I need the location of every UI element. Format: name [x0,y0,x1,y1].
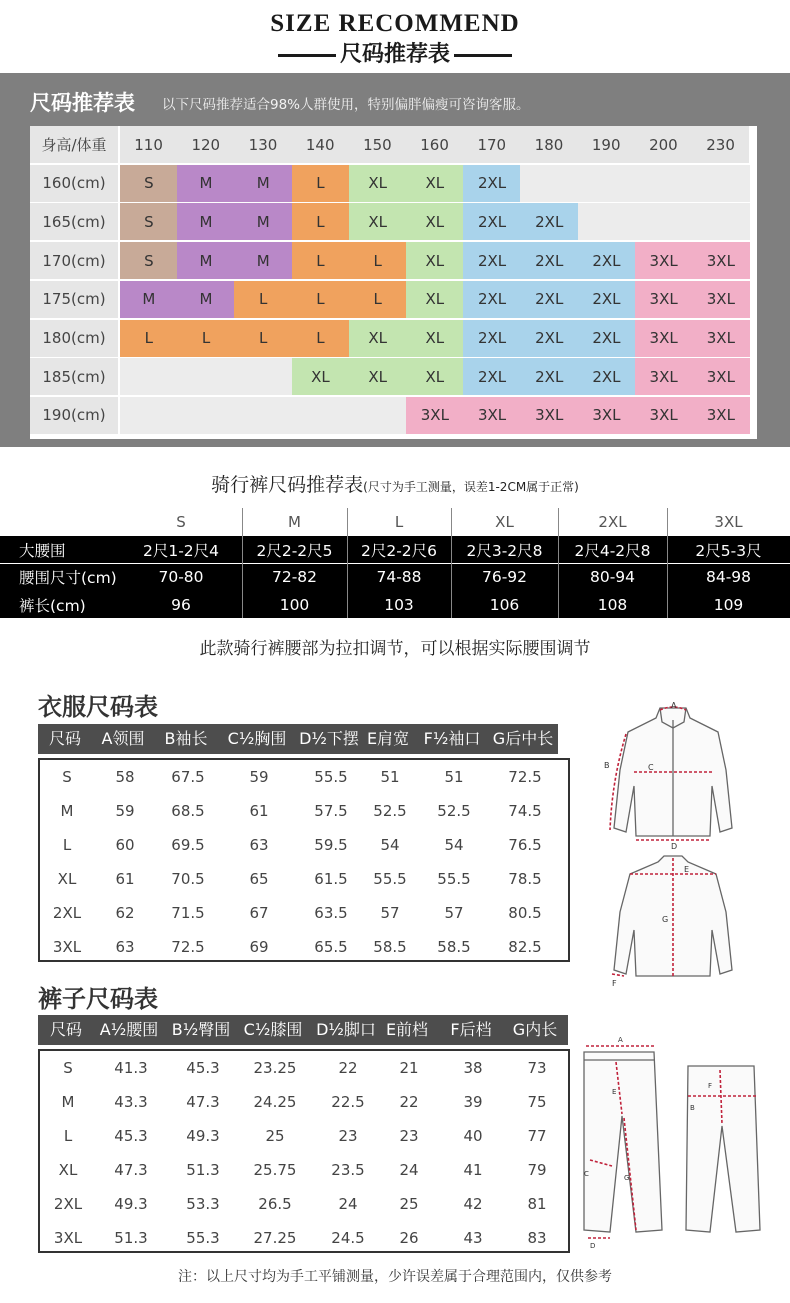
pants-cell: 38 [463,1059,483,1077]
pants-recommend-title-note: (尺寸为手工测量，误差1-2CM属于正常) [363,480,579,494]
weight-header-cell: 170 [463,126,520,163]
right-dash [454,54,512,57]
clothes-cell: 58.5 [437,938,471,956]
pants-cell: 45.3 [186,1059,220,1077]
size-cell: XL [349,320,407,357]
label-f: F [708,1082,713,1090]
size-cell: S [120,242,178,279]
size-cell: XL [406,203,464,240]
height-label: 190(cm) [30,397,118,435]
pants-header-cell: C½膝围 [243,1020,303,1039]
label-a: A [671,701,677,710]
pants-cell: 3XL [53,1229,83,1247]
clothes-cell: 69.5 [171,836,205,854]
clothes-cell: 51 [444,768,464,786]
pants-recommend-cell: 2尺2-2尺6 [360,541,438,560]
matrix-header-row [30,126,757,164]
matrix-row [30,165,757,203]
size-cell: 2XL [463,242,521,279]
pants-recommend-row [0,564,790,591]
pants-cell: 43 [463,1229,483,1247]
size-cell: 2XL [578,358,636,395]
weight-header-cell: 160 [406,126,463,163]
pants-cell: XL [58,1161,78,1179]
pants-recommend-table [0,508,790,618]
clothes-cell: 62 [115,904,135,922]
clothes-header-row [38,724,558,754]
size-cell [692,203,750,240]
pants-recommend-cell: 96 [171,595,191,614]
size-cell: XL [406,281,464,318]
clothes-cell: 3XL [52,938,82,956]
pants-cell: 24.25 [253,1093,297,1111]
label-b: B [690,1104,695,1112]
pants-size-header: 2XL [558,508,667,536]
clothes-cell: 59.5 [314,836,348,854]
clothes-cell: 71.5 [171,904,205,922]
pants-cell: 53.3 [186,1195,220,1213]
size-cell: S [120,165,178,202]
pants-cell: 40 [463,1127,483,1145]
clothes-cell: 65.5 [314,938,348,956]
clothes-cell: 59 [249,768,269,786]
size-cell [520,165,578,202]
weight-header-cell: 190 [578,126,635,163]
column-divider [451,508,452,618]
size-cell: L [177,320,235,357]
pants-recommend-row [0,591,790,618]
height-label: 180(cm) [30,320,118,358]
pants-recommend-cell: 76-92 [481,568,528,586]
pants-table-title: 裤子尺码表 [38,985,158,1013]
matrix-heading: 尺码推荐表 [30,91,135,115]
pants-recommend-cell: 103 [384,595,414,614]
size-cell: XL [406,165,464,202]
clothes-cell: 63 [115,938,135,956]
pants-cell: 24.5 [331,1229,365,1247]
pants-cell: 45.3 [114,1127,148,1145]
clothes-cell: 74.5 [508,802,542,820]
pants-recommend-cell: 2尺1-2尺4 [142,541,220,560]
clothes-header-cell: 尺码 [48,729,81,748]
clothes-cell: 54 [444,836,464,854]
clothes-cell: 58 [115,768,135,786]
pants-cell: 22 [338,1059,358,1077]
size-cell: M [234,203,292,240]
pants-cell: 43.3 [114,1093,148,1111]
clothes-cell: 61 [249,802,269,820]
size-cell [177,358,235,395]
clothes-cell: 63.5 [314,904,348,922]
size-cell [120,397,178,434]
clothes-cell: 55.5 [373,870,407,888]
size-cell: 2XL [578,320,636,357]
clothes-cell: 78.5 [508,870,542,888]
matrix-row [30,358,757,396]
size-cell: M [120,281,178,318]
pants-cell: 55.3 [186,1229,220,1247]
size-cell: L [292,320,350,357]
clothes-cell: 60 [115,836,135,854]
size-cell [177,397,235,434]
label-e: E [612,1088,617,1096]
size-matrix-panel [0,73,790,447]
size-cell [692,165,750,202]
clothes-cell: 76.5 [508,836,542,854]
pants-header-cell: A½腰围 [99,1020,159,1039]
pants-cell: 51.3 [186,1161,220,1179]
size-cell: 2XL [463,281,521,318]
size-cell: 3XL [463,397,521,434]
pants-cell: L [63,1127,73,1145]
header-subtitle-text: 尺码推荐表 [339,42,450,67]
clothes-cell: 59 [115,802,135,820]
size-cell: 3XL [692,242,750,279]
weight-header-cell: 180 [520,126,577,163]
pants-cell: 26 [399,1229,419,1247]
weight-header-cell: 110 [120,126,177,163]
label-d: D [590,1242,596,1250]
label-c: C [648,763,654,772]
pants-recommend-cell: 109 [713,595,744,614]
size-cell: 3XL [692,397,750,434]
pants-body [38,1049,570,1253]
size-cell: XL [349,358,407,395]
pants-recommend-cell: 70-80 [158,568,204,586]
clothes-cell: XL [57,870,77,888]
pants-cell: 49.3 [114,1195,148,1213]
label-a: A [618,1036,623,1044]
size-cell: 2XL [520,358,578,395]
matrix-row [30,203,757,241]
clothes-header-cell: C½胸围 [227,729,287,748]
pants-cell: 23.5 [331,1161,365,1179]
pants-cell: 25 [399,1195,419,1213]
pants-size-header: 3XL [667,508,790,536]
size-cell: L [234,320,292,357]
size-cell: 2XL [520,281,578,318]
pants-size-header: L [347,508,451,536]
size-cell: XL [349,203,407,240]
label-f: F [612,979,617,988]
size-cell [234,358,292,395]
size-cell: XL [406,358,464,395]
pants-recommend-note: 此款骑行裤腰部为拉扣调节，可以根据实际腰围调节 [199,639,591,659]
size-cell [292,397,350,434]
pants-cell: 42 [463,1195,483,1213]
size-cell: 3XL [692,358,750,395]
clothes-cell: L [62,836,72,854]
weight-header-cell: 230 [692,126,749,163]
pants-recommend-cell: 84-98 [705,568,752,586]
pants-cell: S [63,1059,73,1077]
size-cell: S [120,203,178,240]
label-g: G [662,915,669,924]
pants-cell: 49.3 [186,1127,220,1145]
clothes-cell: 69 [249,938,269,956]
clothes-cell: 61 [115,870,135,888]
clothes-header-cell: B袖长 [164,729,208,748]
clothes-cell: 80.5 [508,904,542,922]
clothes-cell: 72.5 [171,938,205,956]
clothes-cell: 63 [249,836,269,854]
pants-cell: 75 [527,1093,547,1111]
pants-size-header: S [120,508,242,536]
header-subtitle [0,37,790,68]
pants-recommend-cell: 106 [489,595,520,614]
size-cell [578,203,636,240]
clothes-cell: 57 [444,904,464,922]
pants-size-header: XL [451,508,558,536]
size-cell: 3XL [406,397,464,434]
pants-header-cell: E前档 [385,1020,429,1039]
matrix-row [30,242,757,280]
pants-cell: 83 [527,1229,547,1247]
matrix-row [30,320,757,358]
clothes-cell: 61.5 [314,870,348,888]
clothes-cell: 54 [380,836,400,854]
size-cell: L [292,281,350,318]
size-cell: XL [292,358,350,395]
pants-cell: 25 [265,1127,285,1145]
pants-header-cell: 尺码 [49,1020,82,1039]
height-label: 185(cm) [30,358,118,396]
pants-recommend-cell: 108 [597,595,628,614]
column-divider [347,508,348,618]
clothes-cell: 51 [380,768,400,786]
label-b: B [604,761,610,770]
size-cell: M [234,242,292,279]
pants-cell: 77 [527,1127,547,1145]
pants-recommend-row-label: 大腰围 [19,541,66,560]
size-cell: 2XL [463,203,521,240]
size-cell: 3XL [635,397,693,434]
size-cell: 2XL [520,242,578,279]
clothes-cell: 68.5 [171,802,205,820]
clothes-cell: 82.5 [508,938,542,956]
size-matrix-table [30,126,757,439]
matrix-note: 以下尺码推荐适合98%人群使用，特别偏胖偏瘦可咨询客服。 [162,97,530,113]
pants-cell: M [61,1093,75,1111]
size-cell: M [234,165,292,202]
size-cell: M [177,242,235,279]
pants-cell: 47.3 [114,1161,148,1179]
pants-recommend-row-label: 裤长(cm) [19,596,86,615]
clothes-cell: M [60,802,74,820]
size-cell: 3XL [635,281,693,318]
clothes-header-cell: A领围 [101,729,145,748]
pants-cell: 23.25 [253,1059,297,1077]
pants-cell: 24 [338,1195,358,1213]
size-cell: M [177,165,235,202]
size-cell: 2XL [520,320,578,357]
clothes-cell: S [62,768,72,786]
size-cell [635,165,693,202]
matrix-corner-label: 身高/体重 [30,126,118,164]
weight-header-cell: 130 [234,126,291,163]
pants-recommend-cell: 2尺4-2尺8 [574,541,651,560]
size-cell: 3XL [520,397,578,434]
clothes-header-cell: G后中长 [492,729,554,748]
jacket-front-diagram [598,700,748,850]
size-cell: L [292,203,350,240]
size-cell [635,203,693,240]
clothes-cell: 72.5 [508,768,542,786]
left-dash [278,54,336,57]
matrix-row [30,281,757,319]
pants-cell: 26.5 [258,1195,292,1213]
size-cell [349,397,407,434]
pants-recommend-cell: 100 [279,595,310,614]
pants-recommend-cell: 2尺3-2尺8 [466,541,543,560]
label-d: D [671,842,678,850]
size-cell [120,358,178,395]
size-cell: 2XL [578,242,636,279]
weight-header-cell: 140 [292,126,349,163]
size-cell: 3XL [635,242,693,279]
pants-cell: 27.25 [253,1229,297,1247]
label-c: C [584,1170,589,1178]
size-cell: L [349,242,407,279]
pants-front-diagram [576,1030,676,1250]
clothes-body [38,758,570,962]
pants-cell: 2XL [53,1195,83,1213]
pants-cell: 47.3 [186,1093,220,1111]
weight-header-cell: 120 [177,126,234,163]
size-cell: XL [406,242,464,279]
column-divider [558,508,559,618]
pants-back-diagram [676,1050,776,1250]
pants-header-cell: D½脚口 [316,1020,376,1039]
pants-cell: 25.75 [253,1161,297,1179]
label-e: E [684,865,690,874]
clothes-header-cell: F½袖口 [423,729,481,748]
clothes-header-cell: E肩宽 [366,729,410,748]
column-divider [242,508,243,618]
size-cell: M [177,203,235,240]
pants-cell: 39 [463,1093,483,1111]
size-cell: L [292,165,350,202]
height-label: 165(cm) [30,203,118,241]
footer-note: 注：以上尺寸均为手工平铺测量，少许误差属于合理范围内，仅供参考 [178,1269,612,1285]
pants-cell: 79 [527,1161,547,1179]
clothes-cell: 67.5 [171,768,205,786]
clothes-cell: 67 [249,904,269,922]
weight-header-cell: 200 [635,126,692,163]
pants-header-cell: G内长 [512,1020,558,1039]
size-cell: L [120,320,178,357]
pants-recommend-cell: 72-82 [271,568,318,586]
size-cell: 2XL [578,281,636,318]
pants-header-cell: B½臀围 [171,1020,231,1039]
size-cell [578,165,636,202]
pants-cell: 22.5 [331,1093,365,1111]
weight-header-cell: 150 [349,126,406,163]
pants-header-row [38,1015,568,1045]
pants-recommend-row-label: 腰围尺寸(cm) [19,569,117,587]
height-label: 170(cm) [30,242,118,280]
size-cell: 3XL [692,320,750,357]
pants-cell: 51.3 [114,1229,148,1247]
clothes-cell: 52.5 [373,802,407,820]
size-cell: 2XL [463,320,521,357]
size-cell: 3XL [635,320,693,357]
pants-recommend-title-text: 骑行裤尺码推荐表 [211,474,364,496]
size-cell: L [349,281,407,318]
label-g: G [624,1174,630,1182]
pants-cell: 23 [399,1127,419,1145]
pants-cell: 21 [399,1059,419,1077]
size-cell: 3XL [692,281,750,318]
clothes-cell: 55.5 [314,768,348,786]
matrix-row [30,397,757,435]
clothes-table-title: 衣服尺码表 [38,693,158,721]
column-divider [667,508,668,618]
pants-cell: 41.3 [114,1059,148,1077]
clothes-cell: 70.5 [171,870,205,888]
size-cell: XL [349,165,407,202]
clothes-cell: 65 [249,870,269,888]
size-cell: 2XL [463,165,521,202]
clothes-cell: 2XL [52,904,82,922]
pants-header-cell: F后档 [450,1020,492,1039]
clothes-cell: 55.5 [437,870,471,888]
clothes-cell: 57 [380,904,400,922]
clothes-cell: 58.5 [373,938,407,956]
size-cell: 3XL [635,358,693,395]
pants-size-header: M [242,508,347,536]
clothes-cell: 52.5 [437,802,471,820]
size-cell: L [234,281,292,318]
pants-cell: 73 [527,1059,547,1077]
height-label: 175(cm) [30,281,118,319]
pants-cell: 24 [399,1161,419,1179]
size-cell: 2XL [463,358,521,395]
height-label: 160(cm) [30,165,118,203]
clothes-header-cell: D½下摆 [299,729,359,748]
pants-recommend-cell: 80-94 [589,568,636,586]
pants-cell: 23 [338,1127,358,1145]
pants-recommend-cell: 2尺5-3尺 [695,541,762,560]
header-title: SIZE RECOMMEND [270,10,520,37]
pants-cell: 22 [399,1093,419,1111]
pants-recommend-cell: 74-88 [376,568,422,586]
size-cell [234,397,292,434]
pants-recommend-row [0,536,790,563]
size-cell: L [292,242,350,279]
pants-cell: 41 [463,1161,483,1179]
size-cell: 3XL [578,397,636,434]
pants-recommend-cell: 2尺2-2尺5 [256,541,333,560]
pants-cell: 81 [527,1195,547,1213]
pants-recommend-title [0,470,790,497]
clothes-cell: 57.5 [314,802,348,820]
size-cell: XL [406,320,464,357]
size-cell: M [177,281,235,318]
size-cell: 2XL [520,203,578,240]
jacket-back-diagram [598,852,748,992]
